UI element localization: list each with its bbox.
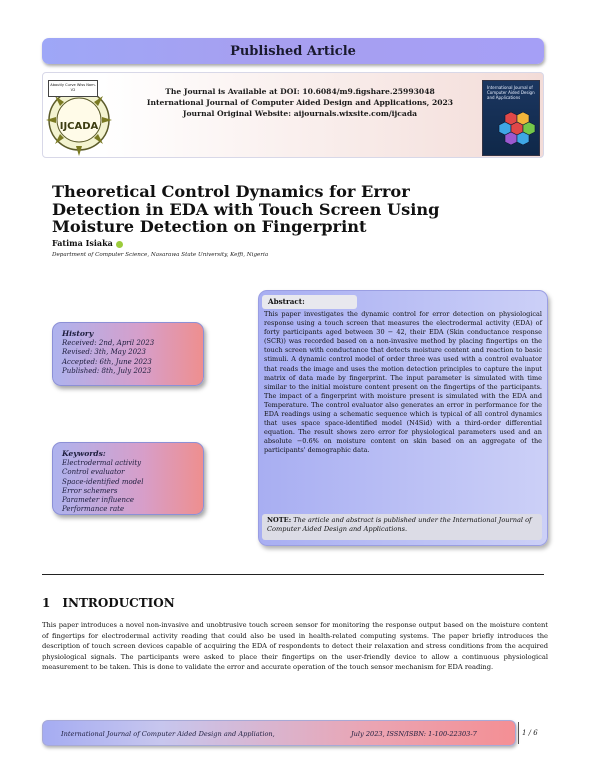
cover-title: International Journal of Computer Aided Design and Applications xyxy=(487,85,535,100)
keyword-item: Parameter influence xyxy=(62,496,135,505)
footer-bar xyxy=(42,720,516,746)
history-published: Published: 8th, July 2023 xyxy=(62,366,152,375)
page-number-divider xyxy=(518,722,519,744)
section-title: INTRODUCTION xyxy=(62,596,175,610)
history-revised: Revised: 3th, May 2023 xyxy=(62,348,146,357)
orcid-icon[interactable] xyxy=(116,241,123,248)
page-number: 1 / 6 xyxy=(522,729,538,737)
journal-name-line: International Journal of Computer Aided Design and Applications, 2023 xyxy=(146,98,454,107)
author-name xyxy=(52,238,123,248)
keyword-item: Performance rate xyxy=(62,505,125,514)
footer-journal: International Journal of Computer Aided Design and Appliation, xyxy=(61,730,275,738)
history-accepted: Accepted: 6th, June 2023 xyxy=(62,357,152,366)
banner-label: Published Article xyxy=(230,43,356,59)
author-affiliation: Department of Computer Science, Nasarawa State University, Keffi, Nigeria xyxy=(52,252,269,258)
journal-cover-thumbnail xyxy=(482,80,540,156)
history-box xyxy=(52,322,204,386)
section-divider xyxy=(42,574,544,575)
note-label: NOTE: xyxy=(267,516,292,524)
author-name-text: Fatima Isiaka xyxy=(52,238,113,248)
published-article-banner xyxy=(42,38,544,64)
keyword-item: Space-identified model xyxy=(62,477,144,486)
journal-doi-line: The Journal is Available at DOI: 10.6084/m9.figshare.25993048 xyxy=(165,87,435,96)
abstract-text: This paper investigates the dynamic control for error detection on physiological response using a touch screen that measures the electrodermal activity (EDA) of forty participants aged between 30 − 42, their EDA (Skin conductance response (SCR)) was recorded based on a non-invasive method by placing fingertips on the touch screen with conductance that detects moisture content and reaction to basic stimuli. A dynamic control model of order three was used with a control evaluator that reads the image and uses the motion detection principles to capture the input matrix of data made by fingerprint. The input parameter is simulated with time similar to the initial moisture content present on the fingertips of the participants. The impact of a fingerprint with moisture present is simulated with the EDA and Temperature. The control evaluator also generates an error in performance for the EDA readings using a schematic sequence which is typical of all control dynamics that uses space space-identified model (N4Sid) with a third-order differential equation. The result shows zero error for physiological parameters used and an absolute −0.6% on moisture content on skin based on an aggregate of the participants' demographic data. xyxy=(264,310,542,455)
keyword-item: Error schemers xyxy=(62,486,118,495)
section-number: 1 xyxy=(42,596,51,610)
abstract-label: Abstract: xyxy=(262,295,357,309)
logo-badge: Aboutly Curve Wiss Nom. V2 xyxy=(48,80,98,97)
keywords-box xyxy=(52,442,204,515)
journal-logo xyxy=(46,76,112,156)
hexagon-graphic-icon xyxy=(483,81,541,157)
keywords-title: Keywords: xyxy=(62,449,106,458)
journal-info xyxy=(120,86,480,119)
journal-website-line: Journal Original Website: aijournals.wixsite.com/ijcada xyxy=(182,109,418,118)
history-received: Received: 2nd, April 2023 xyxy=(62,339,155,348)
note-text: The article and abstract is published under the International Journal of Computer Aided Design and Applications. xyxy=(267,516,532,533)
history-title: History xyxy=(62,329,94,338)
footer-issue: July 2023, ISSN/ISBN: 1-100-22303-7 xyxy=(351,730,477,738)
keyword-item: Electrodermal activity xyxy=(62,459,142,468)
abstract-note xyxy=(262,514,542,540)
introduction-paragraph: This paper introduces a novel non-invasive and unobtrusive touch screen sensor for monitoring the response output based on the moisture content of fingertips for electrodermal activity reading that could also be used in health-related computing systems. The paper briefly introduces the description of touch screen devices capable of acquiring the EDA of respondents to detect their relaxation and stress conditions from the acquired physiological signals. The participants were asked to place their fingertips on the user-friendly device to allow a continuous physiological measurement to be taken. This is done to validate the error and accurate operation of the touch sensor mechanism for EDA reading. xyxy=(42,621,548,671)
logo-text: IJCADA xyxy=(59,121,99,132)
article-title: Theoretical Control Dynamics for Error Detection in EDA with Touch Screen Using Moisture Detection on Fingerprint xyxy=(52,182,440,236)
keyword-item: Control evaluator xyxy=(62,468,125,477)
section-heading xyxy=(42,596,175,610)
